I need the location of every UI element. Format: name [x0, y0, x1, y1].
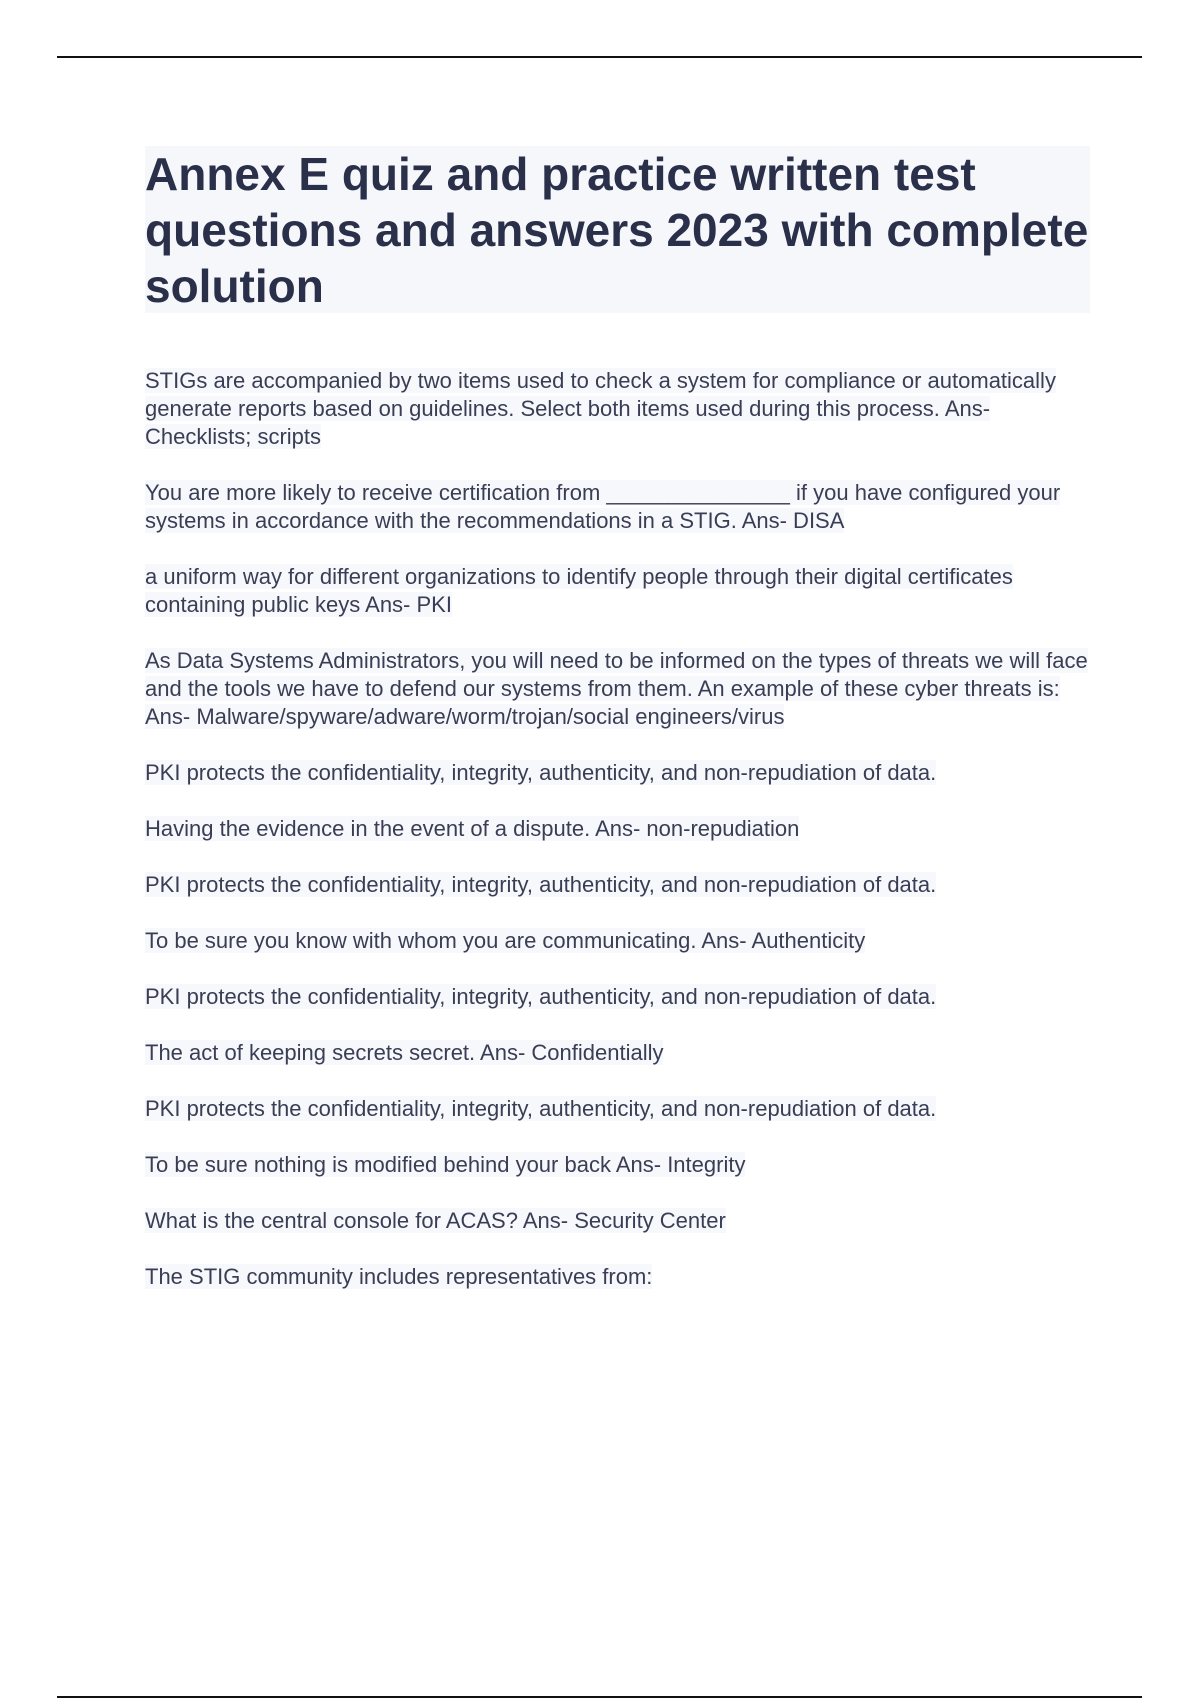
qa-item [145, 1263, 1090, 1291]
qa-item [145, 1095, 1090, 1123]
qa-text: STIGs are accompanied by two items used to check a system for compliance or automatically generate reports based on guidelines. Select both items used during this process. Ans- Checklists; scripts [145, 368, 1056, 449]
qa-text: Having the evidence in the event of a dispute. Ans- non-repudiation [145, 816, 800, 841]
qa-text: As Data Systems Administrators, you will need to be informed on the types of threats we will face and the tools we have to defend our systems from them. An example of these cyber threats is: Ans- Malware/spyware/adware/worm/trojan/social engineers/virus [145, 648, 1088, 729]
qa-item [145, 927, 1090, 955]
qa-text: What is the central console for ACAS? Ans- Security Center [145, 1208, 726, 1233]
top-divider [57, 56, 1142, 58]
qa-item [145, 1151, 1090, 1179]
qa-text: PKI protects the confidentiality, integrity, authenticity, and non-repudiation of data. [145, 872, 937, 897]
qa-item [145, 983, 1090, 1011]
qa-item [145, 647, 1090, 731]
qa-text: The act of keeping secrets secret. Ans- Confidentially [145, 1040, 664, 1065]
document-title: Annex E quiz and practice written test questions and answers 2023 with complete solution [145, 148, 1089, 312]
qa-item [145, 759, 1090, 787]
qa-item [145, 479, 1090, 535]
qa-text: a uniform way for different organizations to identify people through their digital certificates containing public keys Ans- PKI [145, 564, 1013, 617]
qa-text: To be sure you know with whom you are communicating. Ans- Authenticity [145, 928, 866, 953]
qa-text: You are more likely to receive certification from _______________ if you have configured your systems in accordance with the recommendations in a STIG. Ans- DISA [145, 480, 1061, 533]
bottom-divider [57, 1696, 1142, 1698]
title-block [145, 146, 1090, 313]
qa-list [145, 367, 1090, 1319]
qa-text: PKI protects the confidentiality, integrity, authenticity, and non-repudiation of data. [145, 984, 937, 1009]
qa-text: PKI protects the confidentiality, integrity, authenticity, and non-repudiation of data. [145, 760, 937, 785]
qa-item [145, 367, 1090, 451]
qa-item [145, 563, 1090, 619]
qa-text: PKI protects the confidentiality, integrity, authenticity, and non-repudiation of data. [145, 1096, 937, 1121]
qa-item [145, 1039, 1090, 1067]
qa-item [145, 1207, 1090, 1235]
qa-item [145, 871, 1090, 899]
qa-text: To be sure nothing is modified behind your back Ans- Integrity [145, 1152, 746, 1177]
qa-text: The STIG community includes representatives from: [145, 1264, 653, 1289]
qa-item [145, 815, 1090, 843]
